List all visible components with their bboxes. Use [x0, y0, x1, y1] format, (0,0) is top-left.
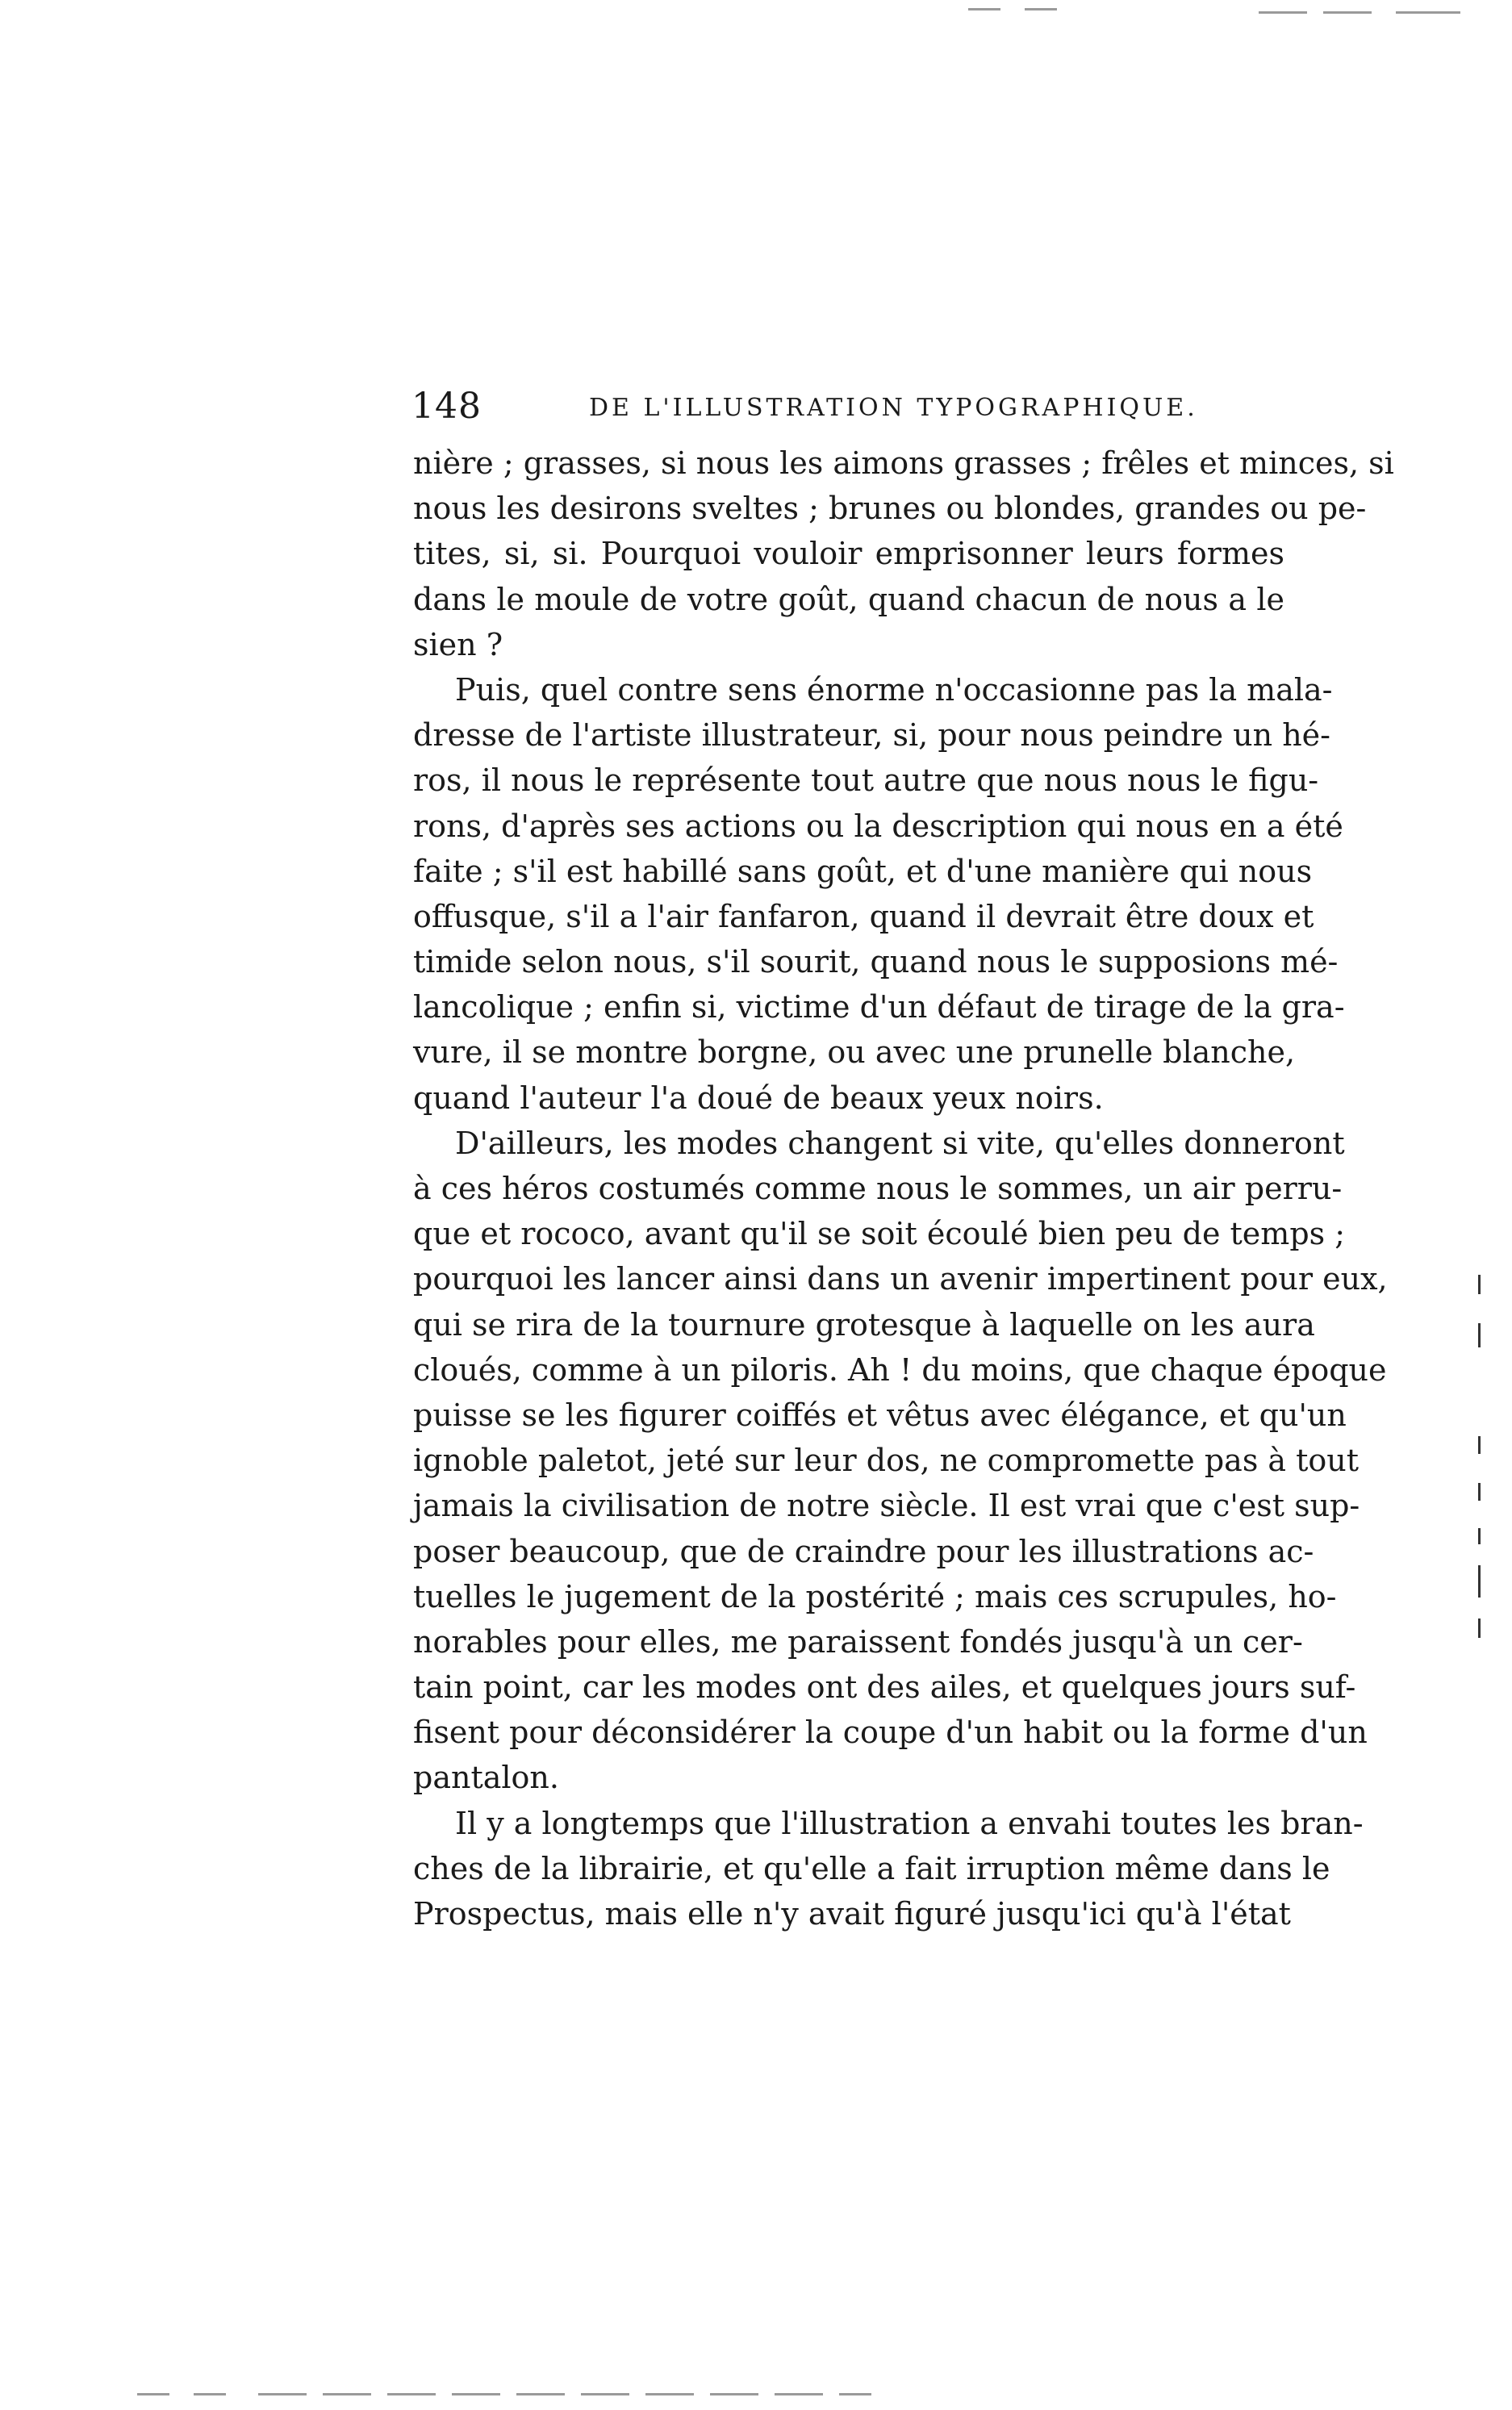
text-line: Il y a longtemps que l'illustration a envahi toutes les bran- [455, 1805, 1364, 1841]
text-line: dans le moule de votre goût, quand chacun de nous a le [413, 581, 1284, 617]
text-line: que et rococo, avant qu'il se soit écoulé bien peu de temps ; [413, 1216, 1346, 1252]
text-line: quand l'auteur l'a doué de beaux yeux noirs. [413, 1080, 1104, 1116]
margin-mark [1478, 1528, 1481, 1544]
scan-edge-mark-top [1396, 11, 1460, 14]
text-line: jamais la civilisation de notre siècle. Il est vrai que c'est sup- [413, 1488, 1360, 1524]
text-line: poser beaucoup, que de craindre pour les illustrations ac- [413, 1533, 1314, 1569]
text-line: tuelles le jugement de la postérité ; mais ces scrupules, ho- [413, 1578, 1337, 1614]
text-line: norables pour elles, me paraissent fondés jusqu'à un cer- [413, 1623, 1303, 1660]
margin-mark [1478, 1483, 1481, 1501]
text-line: Prospectus, mais elle n'y avait figuré jusqu'ici qu'à l'état [413, 1896, 1291, 1932]
scan-edge-mark-top [1323, 11, 1372, 14]
body-text [413, 441, 1394, 1936]
scan-edge-mark-top [1259, 11, 1307, 14]
margin-mark [1478, 1436, 1481, 1454]
scan-edge-mark-top [1025, 8, 1057, 10]
text-line: cloués, comme à un piloris. Ah ! du moins, que chaque époque [413, 1351, 1387, 1388]
scan-edge-mark-bottom [258, 2393, 307, 2395]
scan-edge-mark-bottom [194, 2393, 226, 2395]
page-number: 148 [411, 386, 482, 427]
text-line: fisent pour déconsidérer la coupe d'un habit ou la forme d'un [413, 1715, 1368, 1751]
margin-mark [1478, 1275, 1481, 1294]
scan-edge-mark-bottom [323, 2393, 371, 2395]
text-line: faite ; s'il est habillé sans goût, et d'une manière qui nous [413, 853, 1313, 889]
text-line: timide selon nous, s'il sourit, quand nous le supposions mé- [413, 944, 1339, 980]
margin-mark [1478, 1323, 1481, 1347]
text-line: lancolique ; enfin si, victime d'un défaut de tirage de la gra- [413, 989, 1345, 1025]
text-line: dresse de l'artiste illustrateur, si, pour nous peindre un hé- [413, 717, 1330, 754]
text-line: à ces héros costumés comme nous le sommes, un air perru- [413, 1171, 1343, 1206]
text-line: rons, d'après ses actions ou la description qui nous en a été [413, 808, 1343, 844]
text-line: pourquoi les lancer ainsi dans un avenir impertinent pour eux, [413, 1261, 1388, 1297]
text-line: vure, il se montre borgne, ou avec une prunelle blanche, [413, 1034, 1296, 1071]
text-line: ignoble paletot, jeté sur leur dos, ne compromette pas à tout [413, 1443, 1360, 1479]
scan-edge-mark-bottom [710, 2393, 758, 2395]
text-line: pantalon. [413, 1760, 559, 1796]
text-line: ches de la librairie, et qu'elle a fait irruption même dans le [413, 1850, 1330, 1886]
text-line: Puis, quel contre sens énorme n'occasionne pas la mala- [455, 671, 1333, 708]
text-line: qui se rira de la tournure grotesque à laquelle on les aura [413, 1306, 1315, 1343]
text-line: nous les desirons sveltes ; brunes ou blondes, grandes ou pe- [413, 491, 1367, 527]
text-line: tain point, car les modes ont des ailes, et quelques jours suf- [413, 1669, 1356, 1706]
text-line: D'ailleurs, les modes changent si vite, qu'elles donneront [455, 1125, 1345, 1161]
scan-edge-mark-bottom [775, 2393, 823, 2395]
margin-mark [1478, 1565, 1481, 1598]
scan-edge-mark-bottom [839, 2393, 871, 2395]
scan-edge-mark-bottom [137, 2393, 169, 2395]
text-line: puisse se les figurer coiffés et vêtus avec élégance, et qu'un [413, 1397, 1347, 1433]
scan-edge-mark-bottom [387, 2393, 436, 2395]
text-line: ros, il nous le représente tout autre que nous nous le figu- [413, 762, 1319, 799]
text-line: offusque, s'il a l'air fanfaron, quand il devrait être doux et [413, 898, 1314, 934]
scan-edge-mark-bottom [581, 2393, 629, 2395]
scan-edge-mark-top [968, 8, 1000, 10]
text-line: tites, si, si. Pourquoi vouloir emprisonner leurs formes [413, 536, 1284, 572]
page-header [411, 386, 1299, 434]
scan-edge-mark-bottom [452, 2393, 500, 2395]
running-head: DE L'ILLUSTRATION TYPOGRAPHIQUE. [589, 394, 1198, 422]
text-line: sien ? [413, 626, 503, 662]
text-line: nière ; grasses, si nous les aimons grasses ; frêles et minces, si [413, 445, 1394, 481]
margin-mark [1478, 1619, 1481, 1638]
scan-edge-mark-bottom [516, 2393, 565, 2395]
scan-edge-mark-bottom [645, 2393, 694, 2395]
